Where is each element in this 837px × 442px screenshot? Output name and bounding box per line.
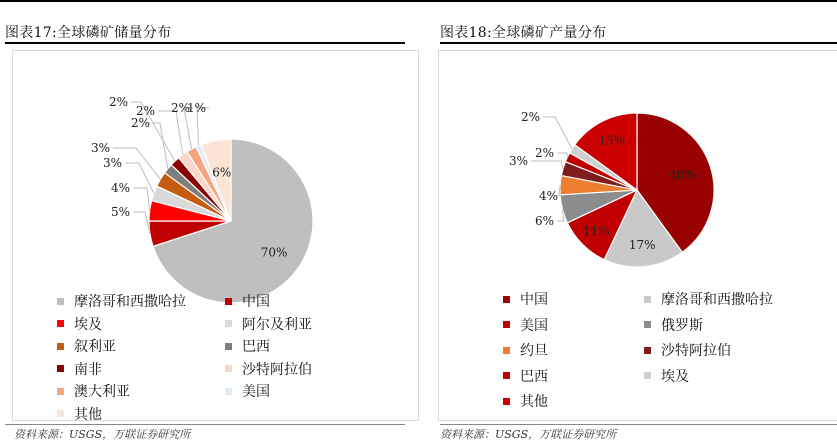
pie-1-label-8: 15% bbox=[598, 133, 626, 148]
legend-0-swatch-8 bbox=[57, 388, 64, 395]
legend-0-item-8 bbox=[57, 381, 130, 401]
pie-0-label-7: 2% bbox=[135, 104, 155, 118]
legend-1-swatch-1 bbox=[644, 296, 651, 303]
legend-0-label-3: 阿尔及利亚 bbox=[242, 316, 312, 333]
left-bottom-rule bbox=[5, 424, 405, 425]
production-pie-chart bbox=[439, 51, 837, 281]
reserves-pie-chart bbox=[13, 51, 418, 311]
legend-0-item-10 bbox=[57, 404, 102, 424]
pie-0-label-0: 70% bbox=[260, 245, 288, 260]
legend-0-item-4 bbox=[57, 336, 116, 356]
pie-1-label-3: 6% bbox=[534, 214, 554, 228]
legend-0-label-9: 美国 bbox=[242, 384, 270, 400]
pie-1-label-0: 40% bbox=[669, 168, 696, 183]
legend-0-swatch-2 bbox=[57, 320, 64, 327]
pie-0-label-3: 3% bbox=[102, 156, 122, 170]
legend-0-label-1: 中国 bbox=[242, 294, 270, 310]
legend-1-item-7 bbox=[644, 366, 689, 386]
right-title-rule bbox=[440, 42, 837, 44]
legend-0-label-5: 巴西 bbox=[242, 339, 270, 355]
pie-1-leader-3 bbox=[557, 209, 564, 221]
pie-0-label-5: 2% bbox=[130, 116, 150, 130]
legend-0-swatch-10 bbox=[57, 410, 64, 417]
pie-0-label-2: 4% bbox=[110, 181, 130, 195]
legend-0-swatch-4 bbox=[57, 343, 64, 350]
legend-0-swatch-6 bbox=[57, 365, 64, 372]
pie-1-label-7: 2% bbox=[520, 110, 540, 124]
pie-0-leader-2 bbox=[133, 188, 150, 211]
legend-0-swatch-0 bbox=[57, 298, 64, 305]
legend-1-label-7: 埃及 bbox=[661, 368, 689, 385]
legend-1-item-3 bbox=[644, 315, 703, 335]
legend-0-item-7 bbox=[225, 359, 312, 379]
legend-0-swatch-1 bbox=[225, 298, 232, 305]
legend-0-label-8: 澳大利亚 bbox=[74, 384, 130, 400]
legend-0-label-0: 摩洛哥和西撒哈拉 bbox=[74, 294, 186, 310]
legend-1-swatch-2 bbox=[503, 321, 510, 328]
legend-1-swatch-6 bbox=[503, 372, 510, 379]
legend-1-swatch-8 bbox=[503, 398, 510, 405]
pie-0-label-1: 5% bbox=[110, 205, 130, 219]
top-rule bbox=[0, 0, 837, 2]
legend-1-item-5 bbox=[644, 340, 731, 360]
legend-0-item-3 bbox=[225, 314, 312, 334]
legend-1-swatch-4 bbox=[503, 347, 510, 354]
pie-1-label-6: 2% bbox=[534, 146, 554, 160]
legend-0-item-6 bbox=[57, 359, 102, 379]
production-chart-panel bbox=[438, 50, 837, 421]
legend-1-item-1 bbox=[644, 289, 773, 309]
legend-1-label-6: 巴西 bbox=[520, 368, 548, 385]
legend-0-label-6: 南非 bbox=[74, 361, 102, 378]
left-title-rule bbox=[5, 42, 405, 44]
legend-0-label-10: 其他 bbox=[74, 406, 102, 423]
legend-1-item-8 bbox=[503, 391, 548, 411]
legend-1-item-4 bbox=[503, 340, 548, 360]
pie-1-label-5: 3% bbox=[508, 154, 528, 168]
legend-1-label-5: 沙特阿拉伯 bbox=[661, 343, 731, 359]
legend-1-swatch-7 bbox=[644, 372, 651, 379]
legend-0-swatch-3 bbox=[225, 320, 232, 327]
pie-1-leader-7 bbox=[543, 117, 572, 149]
legend-0-label-4: 叙利亚 bbox=[74, 339, 116, 355]
pie-0-leader-1 bbox=[133, 212, 150, 234]
pie-0-label-4: 3% bbox=[90, 141, 110, 155]
left-chart-title: 图表17:全球磷矿储量分布 bbox=[5, 25, 172, 41]
pie-0-label-8: 2% bbox=[170, 101, 190, 115]
legend-1-label-4: 约旦 bbox=[520, 343, 548, 359]
legend-0-item-2 bbox=[57, 314, 102, 334]
legend-1-label-1: 摩洛哥和西撒哈拉 bbox=[661, 292, 773, 308]
legend-1-item-0 bbox=[503, 289, 548, 309]
pie-1-label-2: 11% bbox=[582, 223, 610, 238]
legend-1-swatch-5 bbox=[644, 347, 651, 354]
pie-0-label-10: 6% bbox=[212, 165, 232, 180]
legend-1-item-2 bbox=[503, 315, 548, 335]
legend-1-label-2: 美国 bbox=[520, 317, 548, 334]
reserves-chart-panel bbox=[12, 50, 419, 421]
legend-1-swatch-3 bbox=[644, 321, 651, 328]
pie-1-leader-6 bbox=[557, 153, 567, 157]
legend-0-item-9 bbox=[225, 381, 270, 401]
legend-1-label-3: 俄罗斯 bbox=[661, 317, 703, 334]
right-chart-title: 图表18:全球磷矿产量分布 bbox=[440, 25, 607, 41]
legend-0-label-2: 埃及 bbox=[74, 316, 102, 333]
left-source-note: 资料来源：USGS，万联证券研究所 bbox=[14, 428, 191, 441]
right-source-note: 资料来源：USGS，万联证券研究所 bbox=[440, 428, 617, 441]
legend-1-label-8: 其他 bbox=[520, 394, 548, 410]
legend-0-swatch-9 bbox=[225, 388, 232, 395]
right-bottom-rule bbox=[440, 424, 837, 425]
pie-0-label-9: 1% bbox=[186, 101, 206, 115]
legend-0-item-1 bbox=[225, 291, 270, 311]
legend-0-swatch-7 bbox=[225, 365, 232, 372]
legend-0-label-7: 沙特阿拉伯 bbox=[242, 361, 312, 378]
legend-0-item-5 bbox=[225, 336, 270, 356]
pie-0-label-6: 2% bbox=[108, 95, 128, 109]
pie-1-leader-5 bbox=[531, 161, 563, 169]
legend-1-item-6 bbox=[503, 366, 548, 386]
pie-1-label-1: 17% bbox=[628, 238, 656, 253]
legend-1-swatch-0 bbox=[503, 296, 510, 303]
legend-0-swatch-5 bbox=[225, 343, 232, 350]
legend-1-label-0: 中国 bbox=[520, 292, 548, 308]
legend-0-item-0 bbox=[57, 291, 186, 311]
pie-1-label-4: 4% bbox=[538, 189, 558, 203]
